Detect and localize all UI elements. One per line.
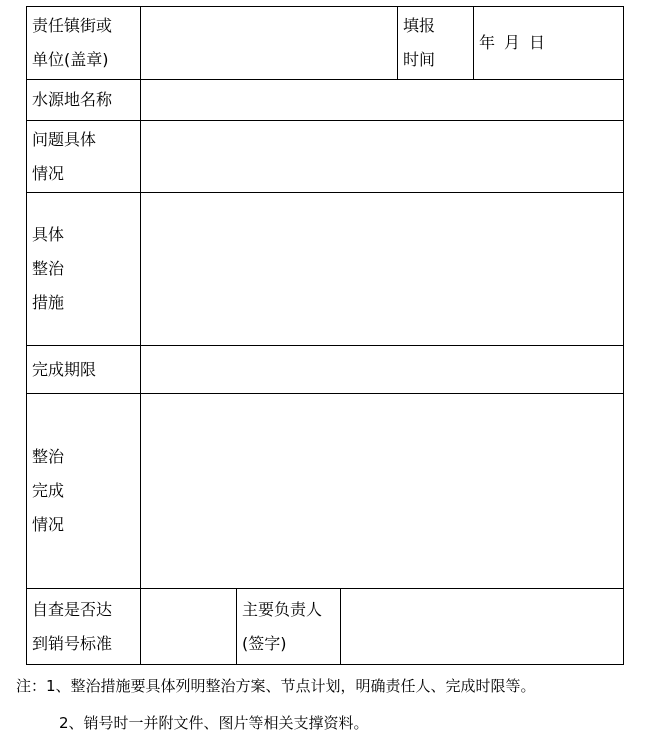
unit-label-line2: 单位(盖章) bbox=[32, 50, 109, 69]
date-day-label: 日 bbox=[529, 33, 546, 52]
selfcheck-field[interactable] bbox=[141, 589, 237, 665]
note-2: 2、销号时一并附文件、图片等相关支撑资料。 bbox=[59, 714, 369, 732]
selfcheck-label-cell bbox=[27, 589, 141, 665]
row-completion bbox=[27, 394, 624, 589]
deadline-field[interactable] bbox=[141, 346, 624, 394]
completion-label-line2: 完成 bbox=[32, 481, 65, 500]
source-name-label: 水源地名称 bbox=[32, 90, 113, 109]
date-label-line1: 填报 bbox=[403, 16, 436, 35]
row-measures bbox=[27, 193, 624, 346]
source-name-field[interactable] bbox=[141, 80, 624, 121]
date-label-line2: 时间 bbox=[403, 50, 436, 69]
date-year-label: 年 bbox=[479, 33, 496, 52]
deadline-label: 完成期限 bbox=[32, 359, 97, 379]
unit-value-field[interactable] bbox=[141, 7, 398, 80]
date-month-label: 月 bbox=[504, 33, 521, 52]
measures-label-line3: 措施 bbox=[32, 293, 65, 312]
problem-field[interactable] bbox=[141, 121, 624, 193]
completion-field[interactable] bbox=[141, 394, 624, 589]
selfcheck-label-line1: 自查是否达 bbox=[32, 599, 113, 619]
unit-label-line1: 责任镇街或 bbox=[32, 16, 113, 35]
measures-label-cell bbox=[27, 193, 141, 346]
row-deadline bbox=[27, 346, 624, 394]
measures-label-line2: 整治 bbox=[32, 259, 65, 278]
date-value-field[interactable] bbox=[474, 7, 624, 80]
rectification-form-table bbox=[26, 6, 624, 665]
measures-field[interactable] bbox=[141, 193, 624, 346]
deadline-label-cell bbox=[27, 346, 141, 394]
completion-label-line3: 情况 bbox=[32, 515, 65, 534]
row-problem bbox=[27, 121, 624, 193]
problem-label-cell bbox=[27, 121, 141, 193]
problem-label-line1: 问题具体 bbox=[32, 129, 97, 149]
leader-label-line1: 主要负责人 bbox=[242, 599, 323, 619]
row-unit-date bbox=[27, 7, 624, 80]
measures-label-line1: 具体 bbox=[32, 225, 65, 244]
completion-label-line1: 整治 bbox=[32, 447, 65, 466]
leader-label-line2: (签字) bbox=[242, 633, 287, 653]
selfcheck-label-line2: 到销号标准 bbox=[32, 633, 113, 653]
row-source-name bbox=[27, 80, 624, 121]
unit-label-cell bbox=[27, 7, 141, 80]
source-name-label-cell bbox=[27, 80, 141, 121]
date-label-cell bbox=[398, 7, 474, 80]
leader-label-cell bbox=[237, 589, 341, 665]
problem-label-line2: 情况 bbox=[32, 163, 65, 183]
completion-label-cell bbox=[27, 394, 141, 589]
row-selfcheck bbox=[27, 589, 624, 665]
leader-signature-field[interactable] bbox=[341, 589, 624, 665]
note-1: 注：1、整治措施要具体列明整治方案、节点计划，明确责任人、完成时限等。 bbox=[16, 677, 536, 695]
date-parts bbox=[479, 33, 545, 52]
